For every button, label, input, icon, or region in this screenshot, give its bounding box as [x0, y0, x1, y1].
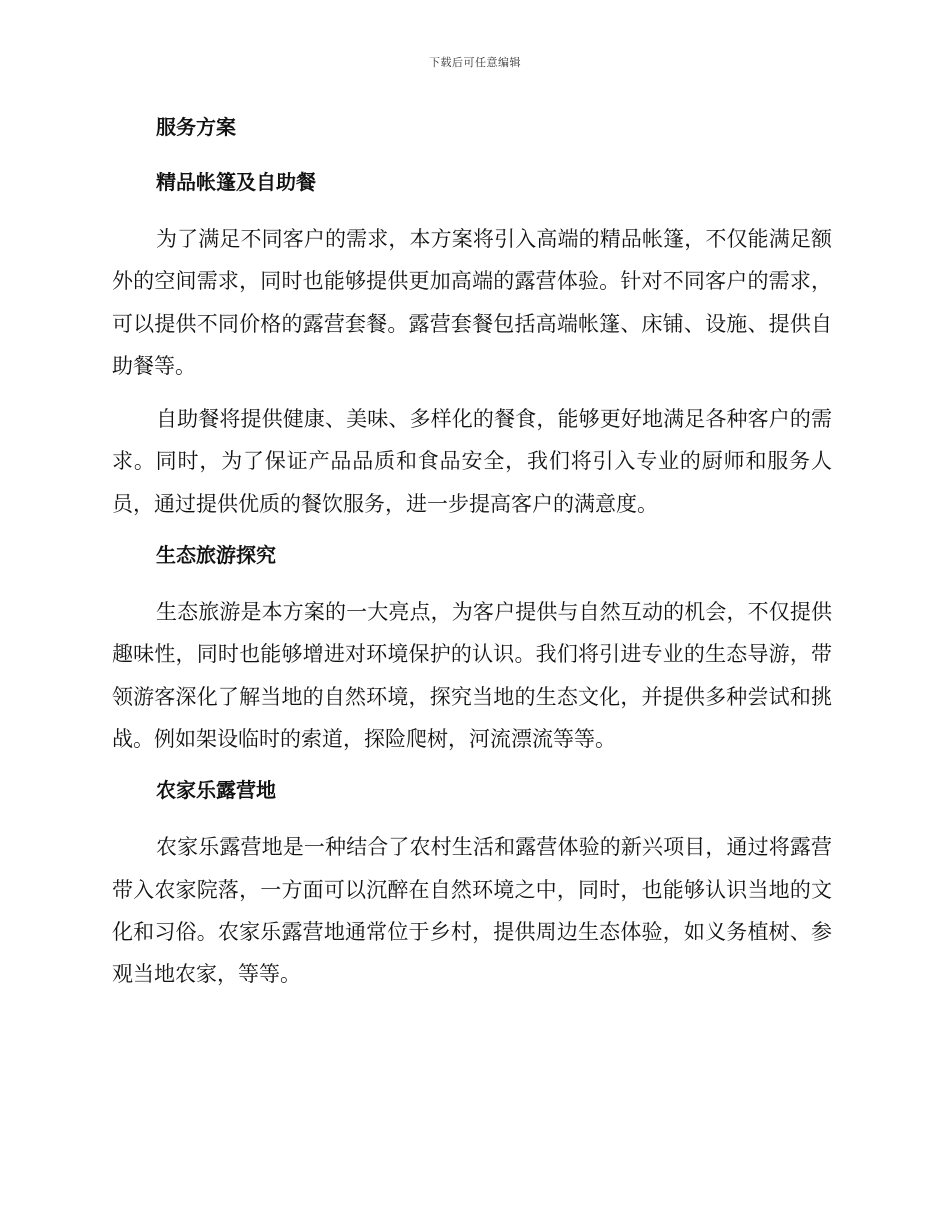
paragraph-farm-camp: 农家乐露营地是一种结合了农村生活和露营体验的新兴项目，通过将露营带入农家院落，一方面可以沉醉在自然环境之中，同时，也能够认识当地的文化和习俗。农家乐露营地通常位于乡村，提供周边生态体验，如义务植树、参观当地农家，等等。: [112, 835, 832, 987]
paragraph-eco-tourism: 生态旅游是本方案的一大亮点，为客户提供与自然互动的机会，不仅提供趣味性，同时也能够增进对环境保护的认识。我们将引进专业的生态导游，带领游客深化了解当地的自然环境，探究当地的生态文化，并提供多种尝试和挑战。例如架设临时的索道，探险爬树，河流漂流等等。: [112, 600, 832, 751]
subheading-tents-buffet: 精品帐篷及自助餐: [156, 170, 316, 194]
section-title-service-plan: 服务方案: [156, 115, 236, 139]
subheading-farm-camp: 农家乐露营地: [156, 778, 276, 803]
subheading-eco-tourism: 生态旅游探究: [156, 543, 276, 568]
paragraph-buffet: 自助餐将提供健康、美味、多样化的餐食，能够更好地满足各种客户的需求。同时，为了保证产品品质和食品安全，我们将引入专业的厨师和服务人员，通过提供优质的餐饮服务，进一步提高客户的满意度。: [112, 407, 832, 516]
paragraph-tents: 为了满足不同客户的需求，本方案将引入高端的精品帐篷，不仅能满足额外的空间需求，同时也能够提供更加高端的露营体验。针对不同客户的需求，可以提供不同价格的露营套餐。露营套餐包括高端帐篷、床铺、设施、提供自助餐等。: [112, 227, 832, 378]
document-body: [112, 108, 832, 1006]
page-header: 下载后可任意编辑: [429, 56, 521, 69]
